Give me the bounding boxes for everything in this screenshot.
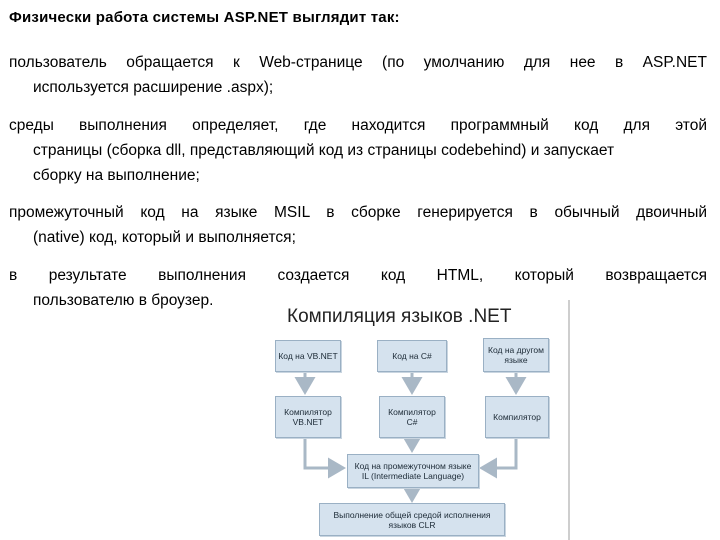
paragraph-runtime — [9, 113, 707, 188]
paragraph-line: сборку на выполнение; — [33, 167, 200, 184]
paragraph-line: в результате выполнения создается код HTML, который возвращается — [9, 267, 707, 284]
box-cs-compiler: Компилятор C# — [379, 396, 445, 438]
box-intermediate-language: Код на промежуточном языке IL (Intermediate Language) — [347, 454, 479, 488]
paragraph-line: пользователь обращается к Web-странице (по умолчанию для нее в ASP.NET — [9, 54, 707, 71]
page-title: Физически работа системы ASP.NET выглядит так: — [9, 9, 400, 26]
arrow-vb-compiler-to-il — [305, 438, 343, 468]
box-clr-execution: Выполнение общей средой исполнения языков CLR — [319, 503, 505, 536]
box-vb-code: Код на VB.NET — [275, 340, 341, 372]
box-other-compiler: Компилятор — [485, 396, 549, 438]
diagram-title: Компиляция языков .NET — [287, 306, 512, 327]
arrow-other-compiler-to-il — [482, 438, 516, 468]
paragraph-line: используется расширение .aspx); — [33, 79, 274, 96]
paragraph-line: (native) код, который и выполняется; — [33, 229, 296, 246]
paragraph-line: среды выполнения определяет, где находится программный код для этой — [9, 117, 707, 134]
box-other-code: Код на другом языке — [483, 338, 549, 372]
paragraph-msil — [9, 200, 707, 250]
paragraph-line: промежуточный код на языке MSIL в сборке генерируется в обычный двоичный — [9, 204, 707, 221]
paragraph-user-request — [9, 50, 707, 100]
paragraph-line: пользователю в броузер. — [33, 292, 214, 309]
box-vb-compiler: Компилятор VB.NET — [275, 396, 341, 438]
compilation-diagram — [261, 300, 572, 540]
paragraph-line: страницы (сборка dll, представляющий код из страницы codebehind) и запускает — [33, 142, 615, 159]
box-cs-code: Код на C# — [377, 340, 447, 372]
